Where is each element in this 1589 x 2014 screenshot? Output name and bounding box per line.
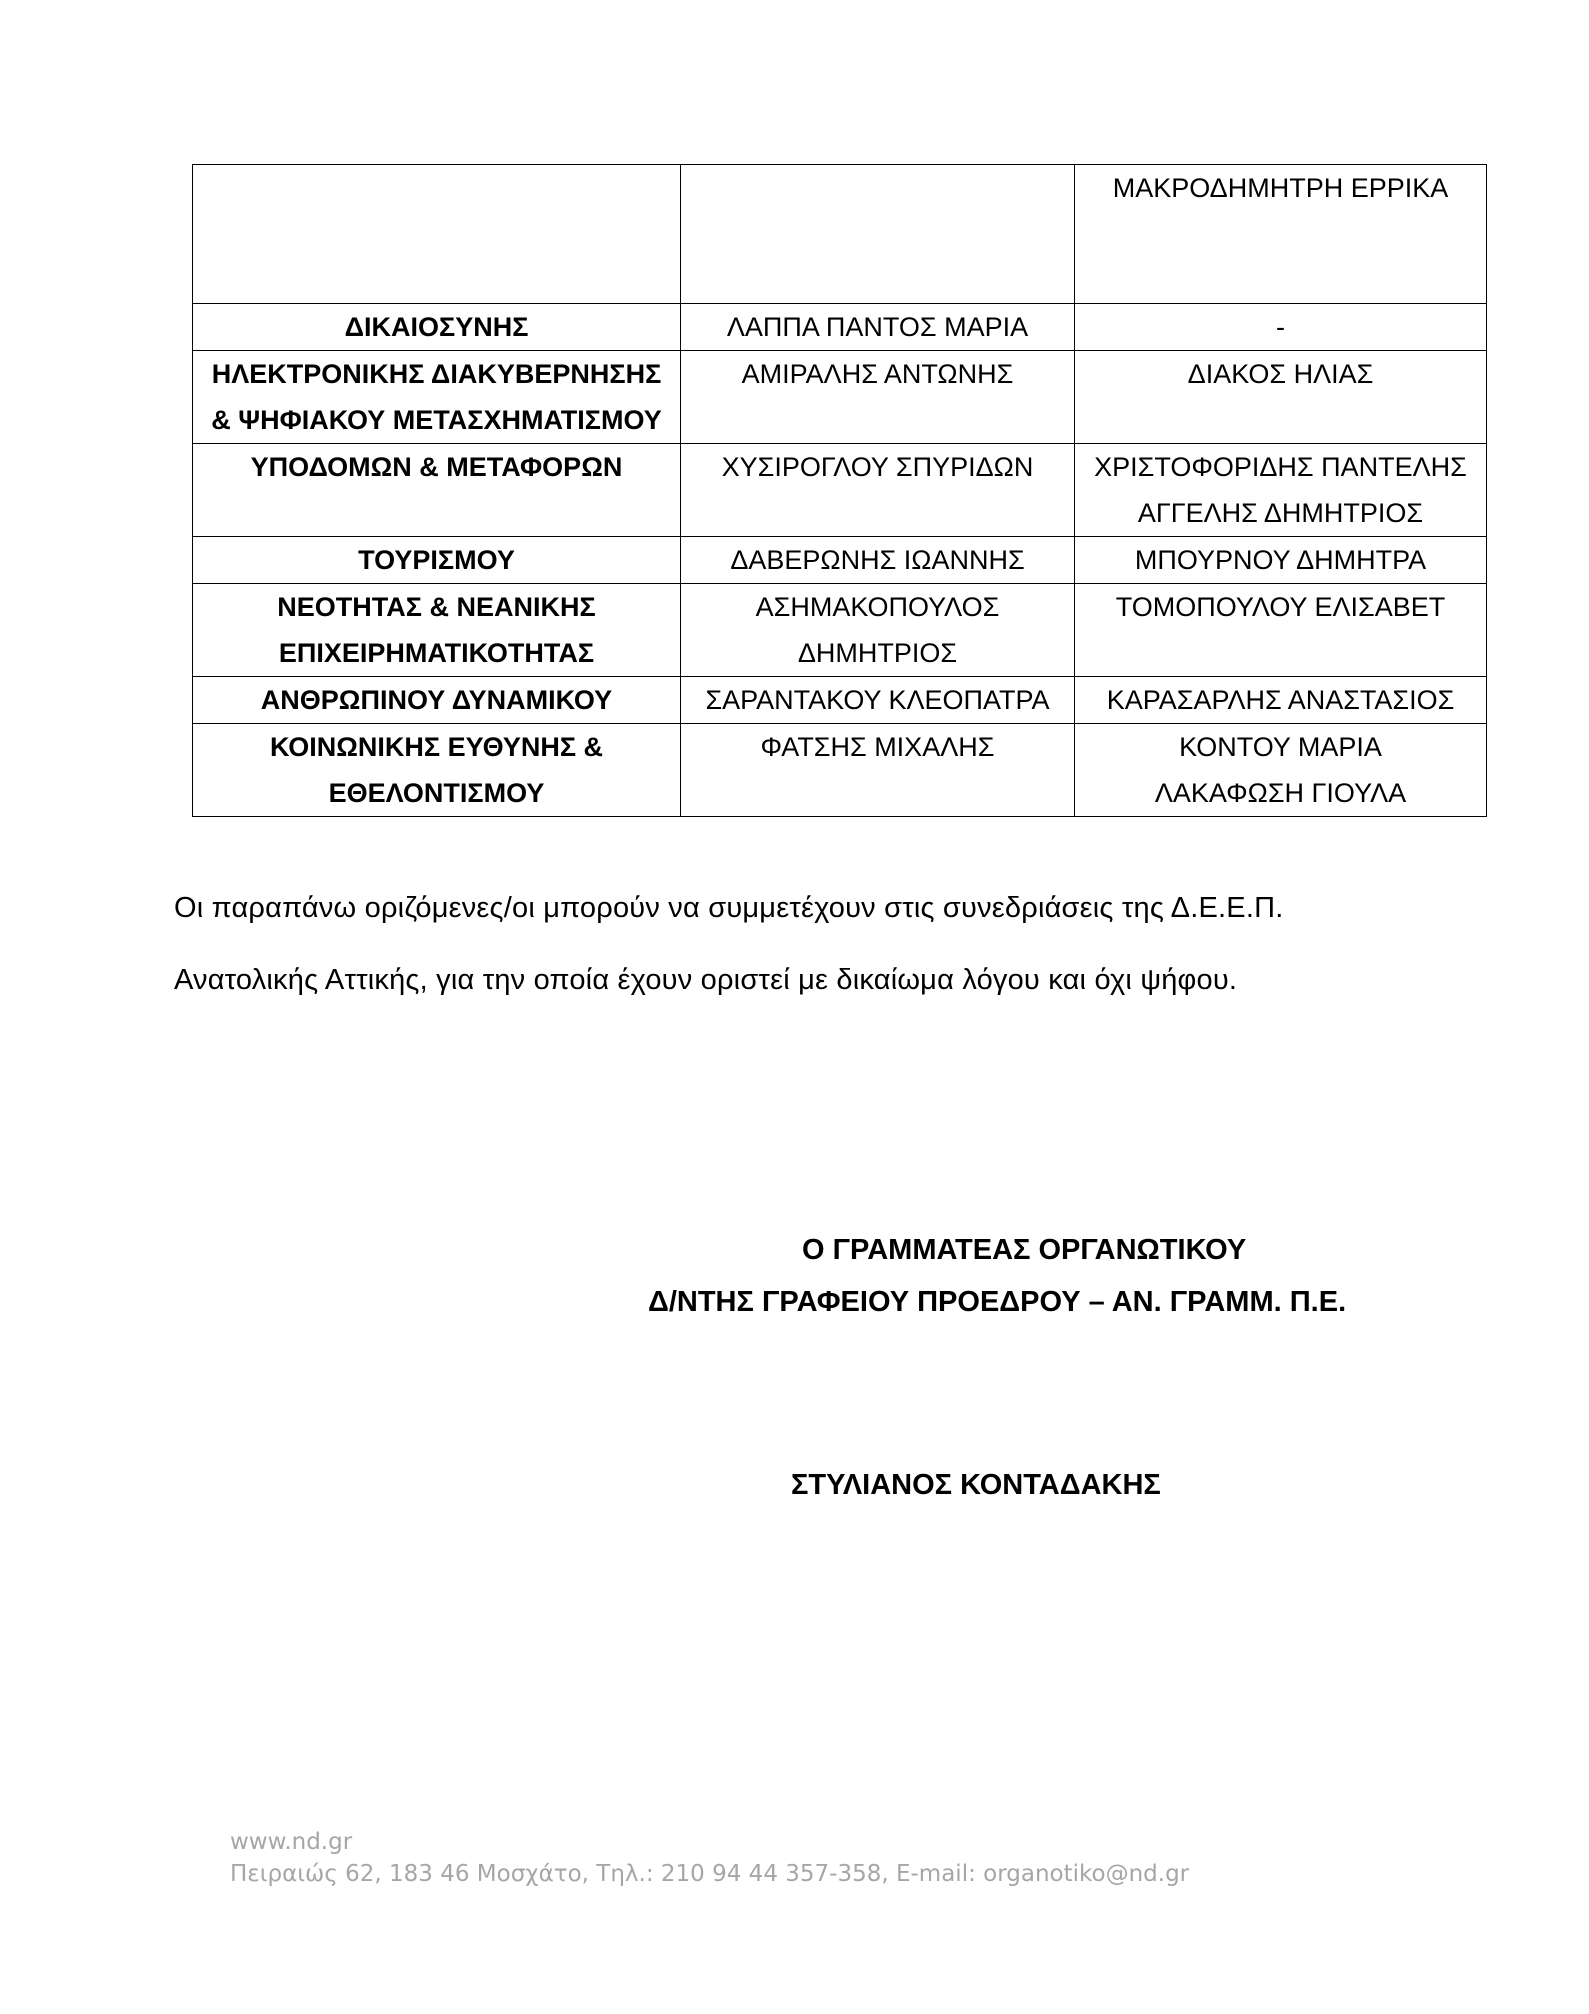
sector-cell-line: ΑΝΘΡΩΠΙΝΟΥ ΔΥΝΑΜΙΚΟΥ (260, 685, 613, 715)
deputy-cell (1075, 584, 1487, 677)
deputy-cell-line: ΛΑΚΑΦΩΣΗ ΓΙΟΥΛΑ (1154, 778, 1407, 808)
sector-cell (193, 165, 681, 304)
sector-cell-line: ΕΘΕΛΟΝΤΙΣΜΟΥ (328, 778, 545, 808)
deputy-cell (1075, 165, 1487, 304)
table-row (193, 351, 1487, 444)
table-row (193, 444, 1487, 537)
sector-cell-line: ΝΕΟΤΗΤΑΣ & ΝΕΑΝΙΚΗΣ (277, 592, 596, 622)
sector-cell (193, 537, 681, 584)
deputy-cell (1075, 677, 1487, 724)
responsible-cell-line: ΛΑΠΠΑ ΠΑΝΤΟΣ ΜΑΡΙΑ (726, 312, 1029, 342)
responsible-cell (681, 444, 1075, 537)
deputy-cell (1075, 444, 1487, 537)
deputy-cell-line: ΧΡΙΣΤΟΦΟΡΙΔΗΣ ΠΑΝΤΕΛΗΣ (1094, 452, 1467, 482)
responsible-cell (681, 724, 1075, 817)
deputy-cell-line: ΜΑΚΡΟΔΗΜΗΤΡΗ ΕΡΡΙΚΑ (1112, 173, 1449, 203)
deputy-cell-line: ΑΓΓΕΛΗΣ ΔΗΜΗΤΡΙΟΣ (1137, 498, 1424, 528)
committee-table (192, 164, 1487, 817)
deputy-cell (1075, 724, 1487, 817)
table-row (193, 724, 1487, 817)
deputy-cell-line: ΜΠΟΥΡΝΟΥ ΔΗΜΗΤΡΑ (1134, 545, 1427, 575)
footer-website-link[interactable]: www.nd.gr (230, 1829, 353, 1855)
responsible-cell-line: ΣΑΡΑΝΤΑΚΟΥ ΚΛΕΟΠΑΤΡΑ (705, 685, 1050, 715)
deputy-cell-line: ΚΟΝΤΟΥ ΜΑΡΙΑ (1179, 732, 1382, 762)
table-row (193, 165, 1487, 304)
responsible-cell (681, 351, 1075, 444)
committee-table-body (193, 165, 1487, 817)
responsible-cell (681, 304, 1075, 351)
sector-cell (193, 724, 681, 817)
responsible-cell-line: ΔΗΜΗΤΡΙΟΣ (797, 638, 958, 668)
deputy-cell-line: - (1276, 312, 1285, 342)
deputy-cell (1075, 351, 1487, 444)
sector-cell (193, 584, 681, 677)
responsible-cell (681, 537, 1075, 584)
deputy-cell-line: ΤΟΜΟΠΟΥΛΟΥ ΕΛΙΣΑΒΕΤ (1115, 592, 1446, 622)
responsible-cell (681, 584, 1075, 677)
sector-cell (193, 677, 681, 724)
responsible-cell (681, 677, 1075, 724)
footer-address: Πειραιώς 62, 183 46 Μοσχάτο, Τηλ.: 210 94 44 357-358, E-mail: organotiko@nd.gr (230, 1861, 1190, 1887)
sector-cell (193, 351, 681, 444)
signature-title: Ο ΓΡΑΜΜΑΤΕΑΣ ΟΡΓΑΝΩΤΙΚΟΥ (802, 1234, 1247, 1266)
sector-cell-line: ΥΠΟΔΟΜΩΝ & ΜΕΤΑΦΟΡΩΝ (250, 452, 623, 482)
deputy-cell-line: ΔΙΑΚΟΣ ΗΛΙΑΣ (1187, 359, 1374, 389)
signature-name: ΣΤΥΛΙΑΝΟΣ ΚΟΝΤΑΔΑΚΗΣ (791, 1469, 1161, 1501)
table-row (193, 304, 1487, 351)
deputy-cell (1075, 304, 1487, 351)
responsible-cell (681, 165, 1075, 304)
responsible-cell-line: ΦΑΤΣΗΣ ΜΙΧΑΛΗΣ (760, 732, 995, 762)
sector-cell-line: ΕΠΙΧΕΙΡΗΜΑΤΙΚΟΤΗΤΑΣ (278, 638, 595, 668)
sector-cell-line: ΗΛΕΚΤΡΟΝΙΚΗΣ ΔΙΑΚΥΒΕΡΝΗΣΗΣ (211, 359, 662, 389)
table-row (193, 677, 1487, 724)
deputy-cell (1075, 537, 1487, 584)
sector-cell-line: ΤΟΥΡΙΣΜΟΥ (358, 545, 515, 575)
table-row (193, 584, 1487, 677)
signature-role: Δ/ΝΤΗΣ ΓΡΑΦΕΙΟΥ ΠΡΟΕΔΡΟΥ – ΑΝ. ΓΡΑΜΜ. Π.Ε. (648, 1286, 1347, 1318)
responsible-cell-line: ΑΜΙΡΑΛΗΣ ΑΝΤΩΝΗΣ (741, 359, 1014, 389)
table-row (193, 537, 1487, 584)
body-paragraph-line-1: Οι παραπάνω οριζόμενες/οι μπορούν να συμμετέχουν στις συνεδριάσεις της Δ.Ε.Ε.Π. (174, 892, 1284, 924)
sector-cell (193, 444, 681, 537)
sector-cell-line: & ΨΗΦΙΑΚΟΥ ΜΕΤΑΣΧΗΜΑΤΙΣΜΟΥ (211, 405, 662, 435)
deputy-cell-line: ΚΑΡΑΣΑΡΛΗΣ ΑΝΑΣΤΑΣΙΟΣ (1106, 685, 1455, 715)
sector-cell (193, 304, 681, 351)
sector-cell-line: ΔΙΚΑΙΟΣΥΝΗΣ (344, 312, 529, 342)
body-paragraph-line-2: Ανατολικής Αττικής, για την οποία έχουν οριστεί με δικαίωμα λόγου και όχι ψήφου. (174, 964, 1238, 996)
responsible-cell-line: ΑΣΗΜΑΚΟΠΟΥΛΟΣ (755, 592, 1000, 622)
sector-cell-line: ΚΟΙΝΩΝΙΚΗΣ ΕΥΘΥΝΗΣ & (269, 732, 604, 762)
responsible-cell-line: ΔΑΒΕΡΩΝΗΣ ΙΩΑΝΝΗΣ (730, 545, 1025, 575)
responsible-cell-line: ΧΥΣΙΡΟΓΛΟΥ ΣΠΥΡΙΔΩΝ (721, 452, 1034, 482)
